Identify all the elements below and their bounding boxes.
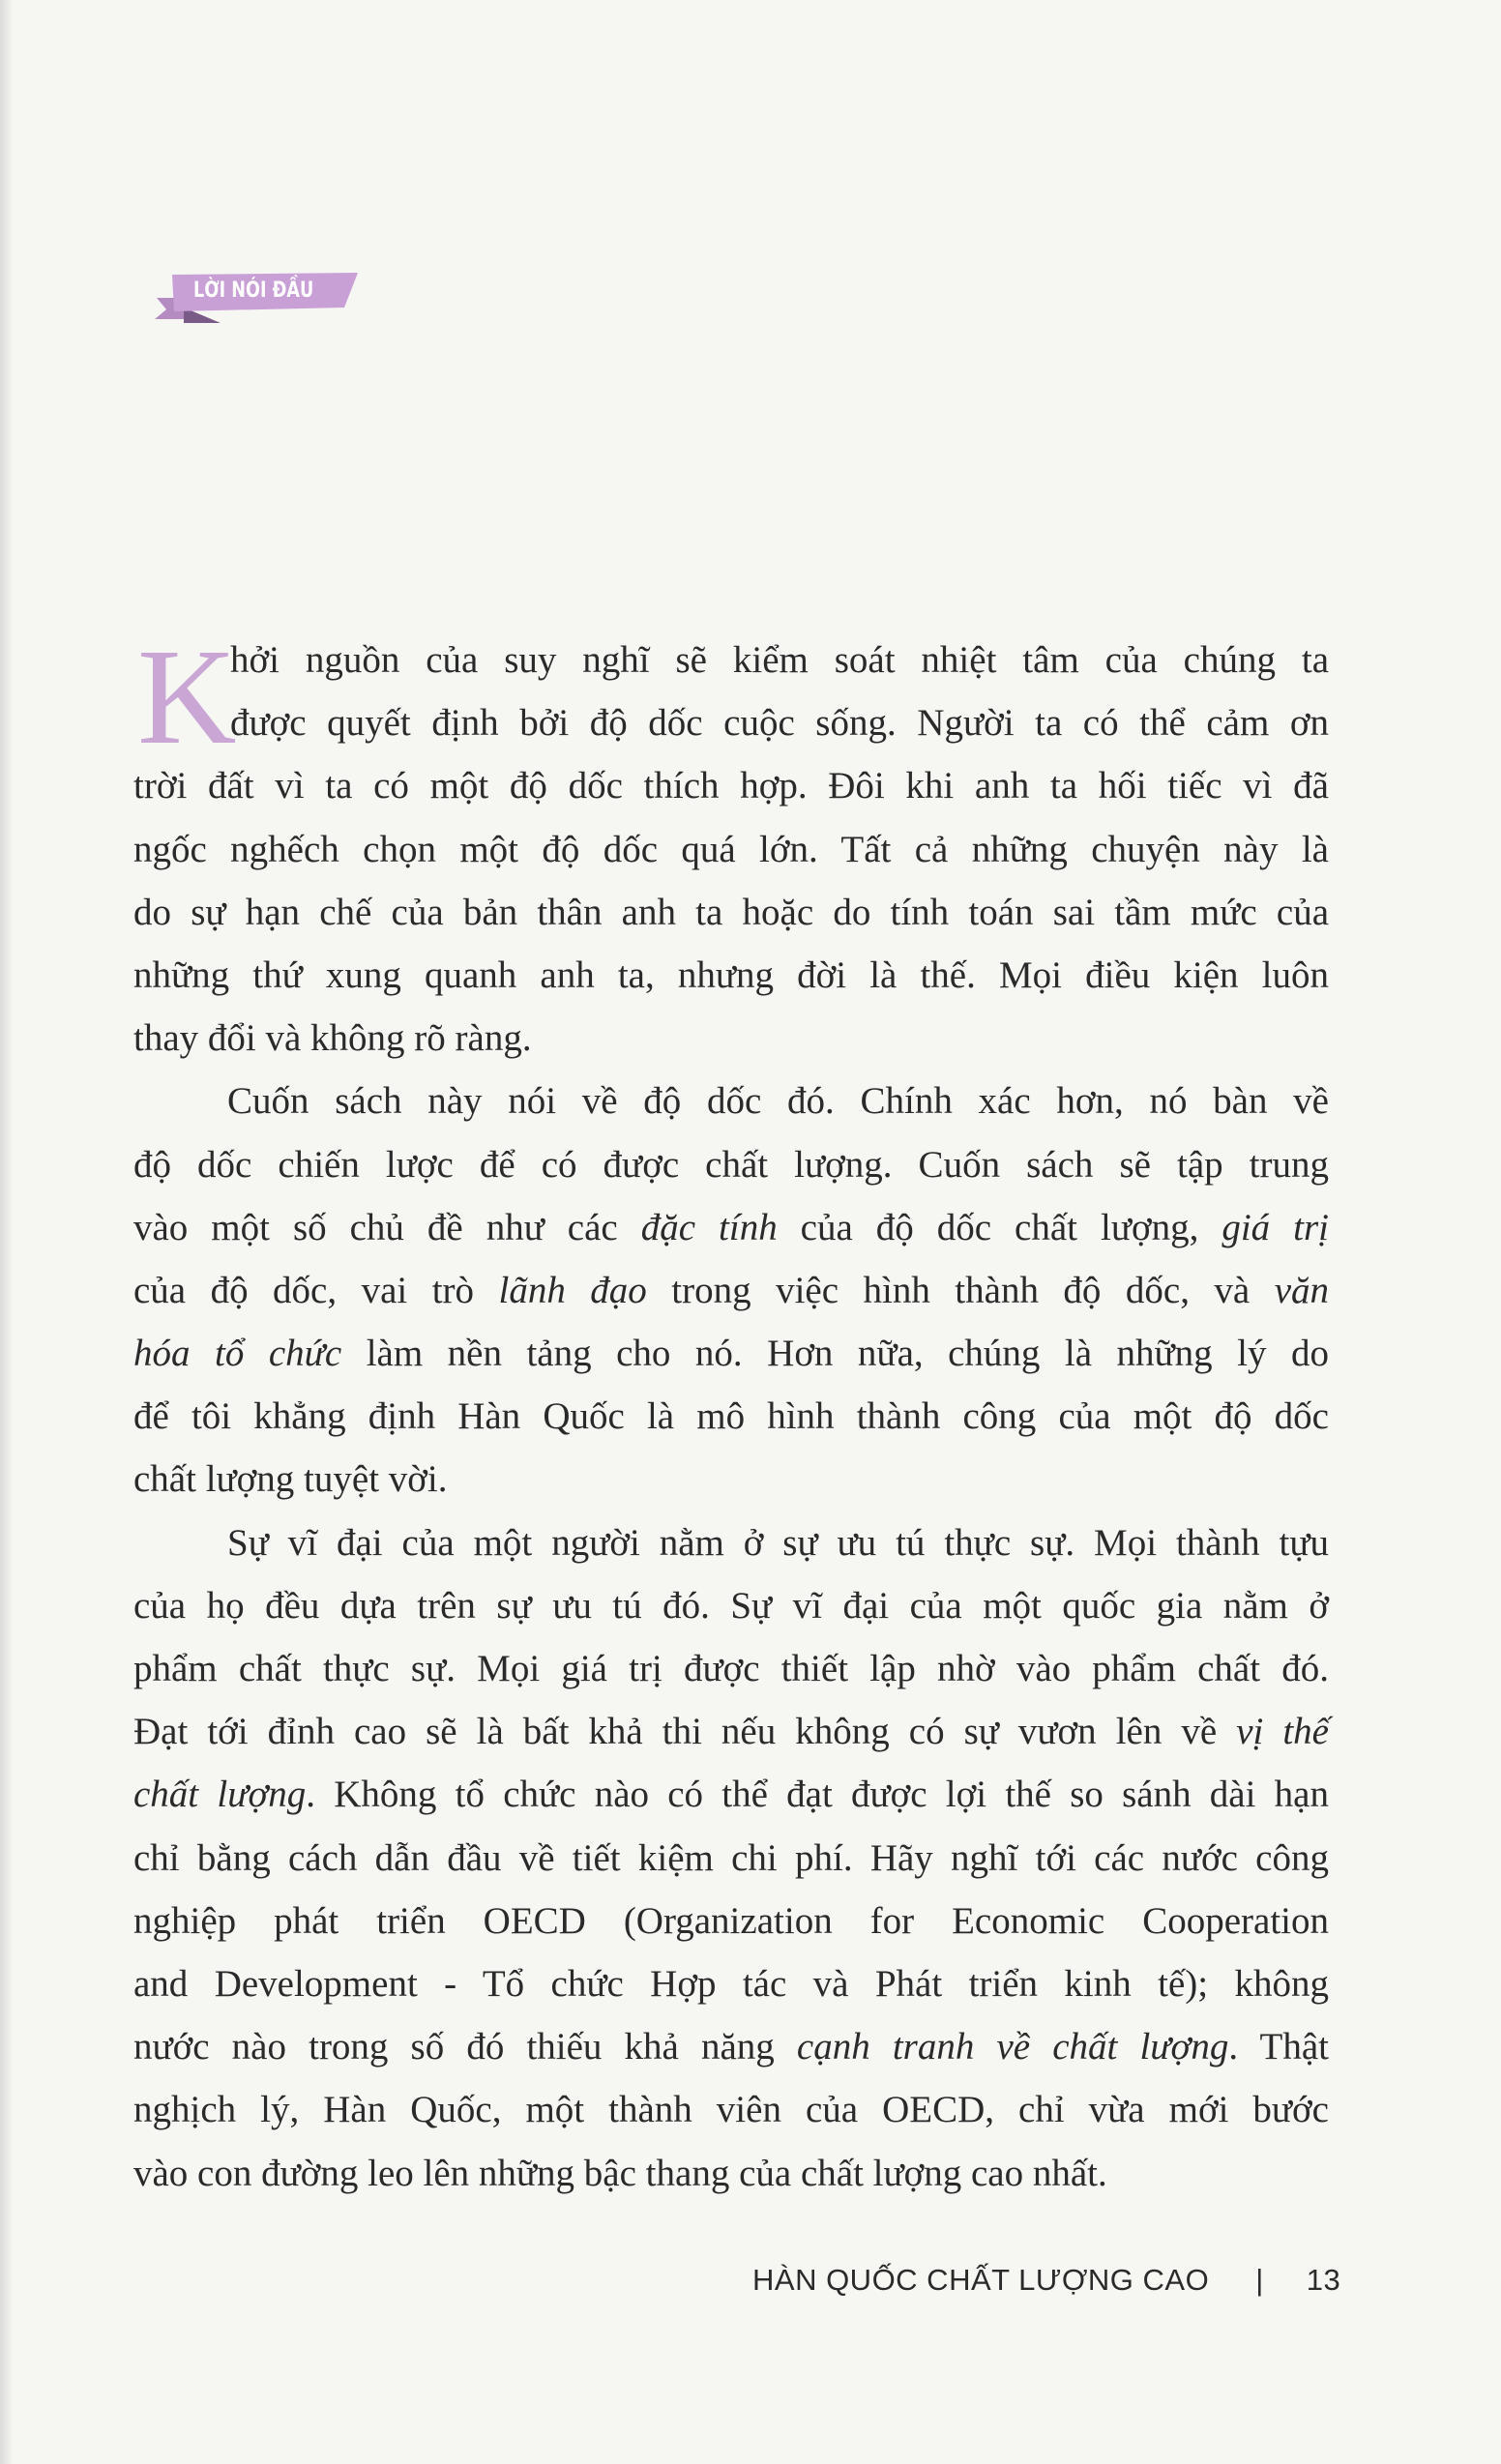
text-run: nước nào trong số đó thiếu khả năng xyxy=(133,2026,797,2068)
drop-cap: K xyxy=(137,620,237,773)
footer-separator: | xyxy=(1255,2263,1264,2297)
text-run: thay đổi và không rõ ràng. xyxy=(133,1017,532,1060)
text-run: . Thật xyxy=(1228,2026,1330,2068)
paragraph xyxy=(133,620,1329,1070)
emphasis-text: hóa tổ chức xyxy=(133,1333,342,1375)
text-run: độ dốc chiến lược để có được chất lượng. Cuốn sách sẽ tập trung xyxy=(133,1143,1329,1186)
text-line xyxy=(133,1259,1329,1322)
text-run: nghiệp phát triển OECD (Organization for Economic Cooperation xyxy=(133,1899,1329,1942)
text-line xyxy=(133,691,1329,754)
text-run: phẩm chất thực sự. Mọi giá trị được thiết lập nhờ vào phẩm chất đó. xyxy=(133,1648,1329,1689)
text-line xyxy=(133,1322,1329,1385)
text-run: trời đất vì ta có một độ dốc thích hợp. Đôi khi anh ta hối tiếc vì đã xyxy=(133,765,1329,807)
section-label: LỜI NÓI ĐẦU xyxy=(193,279,314,303)
text-run: được quyết định bởi độ dốc cuộc sống. Người ta có thể cảm ơn xyxy=(230,702,1329,745)
text-line xyxy=(133,2142,1329,2205)
text-line xyxy=(133,818,1329,881)
book-title: HÀN QUỐC CHẤT LƯỢNG CAO xyxy=(752,2263,1210,2297)
paragraph xyxy=(133,1511,1329,2205)
text-line xyxy=(133,944,1329,1007)
emphasis-text: vị thế xyxy=(1236,1711,1329,1753)
emphasis-text: lãnh đạo xyxy=(498,1269,647,1311)
text-run: and Development - Tổ chức Hợp tác và Phát triển kinh tế); không xyxy=(133,1962,1329,2005)
text-run: chất lượng tuyệt vời. xyxy=(133,1458,448,1501)
text-line xyxy=(133,1763,1329,1826)
text-run: của họ đều dựa trên sự ưu tú đó. Sự vĩ đại của một quốc gia nằm ở xyxy=(133,1584,1329,1627)
text-line xyxy=(133,2015,1329,2078)
text-line xyxy=(133,1070,1329,1132)
text-line xyxy=(133,1952,1329,2015)
text-run: Sự vĩ đại của một người nằm ở sự ưu tú thực sự. Mọi thành tựu xyxy=(227,1521,1329,1564)
text-line xyxy=(133,1827,1329,1890)
text-run: do sự hạn chế của bản thân anh ta hoặc do tính toán sai tầm mức của xyxy=(133,891,1329,933)
running-footer xyxy=(752,2263,1340,2298)
paragraph xyxy=(133,1070,1329,1511)
text-line xyxy=(133,1574,1329,1637)
text-line xyxy=(133,1511,1329,1574)
text-line xyxy=(133,2078,1329,2141)
text-run: để tôi khẳng định Hàn Quốc là mô hình thành công của một độ dốc xyxy=(133,1395,1329,1438)
body-text xyxy=(133,620,1330,2205)
page-number: 13 xyxy=(1306,2263,1341,2297)
text-line xyxy=(133,1133,1329,1196)
emphasis-text: văn xyxy=(1274,1269,1329,1311)
text-run: ngốc nghếch chọn một độ dốc quá lớn. Tất cả những chuyện này là xyxy=(133,828,1329,870)
text-line xyxy=(133,1890,1329,1952)
text-run: làm nền tảng cho nó. Hơn nữa, chúng là những lý do xyxy=(341,1333,1329,1375)
text-run: nghịch lý, Hàn Quốc, một thành viên của OECD, chỉ vừa mới bước xyxy=(133,2089,1329,2131)
text-run: những thứ xung quanh anh ta, nhưng đời là thế. Mọi điều kiện luôn xyxy=(133,953,1329,996)
text-line xyxy=(133,629,1329,691)
emphasis-text: giá trị xyxy=(1221,1206,1330,1248)
text-run: vào con đường leo lên những bậc thang của chất lượng cao nhất. xyxy=(133,2152,1107,2194)
text-line xyxy=(133,1007,1329,1070)
text-run: . Không tổ chức nào có thể đạt được lợi thế so sánh dài hạn xyxy=(306,1774,1329,1816)
text-run: hởi nguồn của suy nghĩ sẽ kiểm soát nhiệt tâm của chúng ta xyxy=(230,639,1329,681)
text-line xyxy=(133,754,1329,817)
text-line xyxy=(133,1637,1329,1700)
text-line xyxy=(133,1385,1329,1448)
text-line xyxy=(133,1196,1329,1259)
text-run: chỉ bằng cách dẫn đầu về tiết kiệm chi phí. Hãy nghĩ tới các nước công xyxy=(133,1836,1329,1879)
text-run: của độ dốc, vai trò xyxy=(133,1269,499,1311)
emphasis-text: chất lượng xyxy=(133,1774,307,1816)
section-ribbon xyxy=(155,269,360,333)
text-line xyxy=(133,1448,1329,1511)
text-line xyxy=(133,881,1329,944)
emphasis-text: cạnh tranh về chất lượng xyxy=(796,2026,1229,2068)
page-edge-shadow xyxy=(0,0,14,2464)
text-run: Cuốn sách này nói về độ dốc đó. Chính xác hơn, nó bàn về xyxy=(227,1080,1329,1123)
text-run: trong việc hình thành độ dốc, và xyxy=(646,1269,1275,1311)
text-run: vào một số chủ đề như các xyxy=(133,1206,641,1248)
emphasis-text: đặc tính xyxy=(640,1206,778,1248)
text-run: Đạt tới đỉnh cao sẽ là bất khả thi nếu không có sự vươn lên về xyxy=(133,1711,1237,1753)
text-run: của độ dốc chất lượng, xyxy=(777,1206,1222,1248)
text-line xyxy=(133,1700,1329,1763)
